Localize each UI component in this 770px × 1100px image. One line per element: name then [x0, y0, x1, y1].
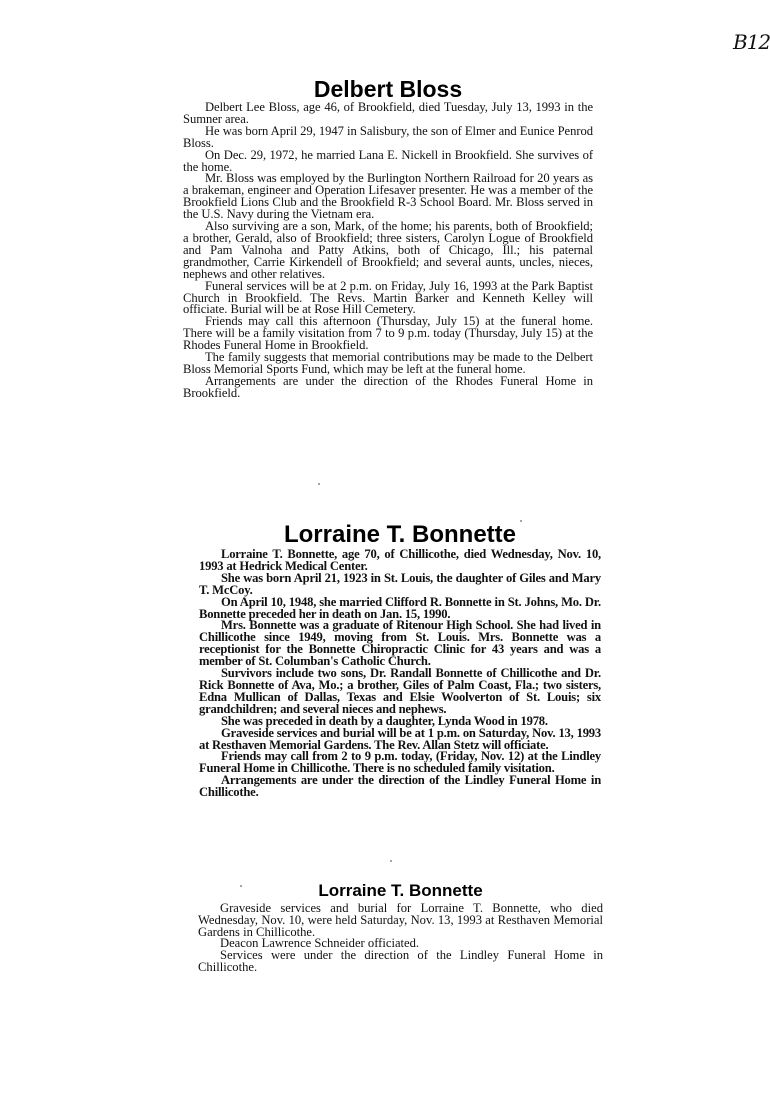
- obituary-paragraph: Graveside services and burial for Lorraine T. Bonnette, who died Wednesday, Nov. 10, were held Saturday, Nov. 13, 1993 at Resthaven Memorial Gardens in Chillicothe.: [198, 901, 603, 939]
- obituary-delbert-bloss: [183, 76, 593, 400]
- obituary-paragraph: She was born April 21, 1923 in St. Louis, the daughter of Giles and Mary T. McCoy.: [199, 570, 601, 597]
- obituary-lorraine-bonnette-followup: [198, 880, 603, 974]
- obituary-paragraph: Lorraine T. Bonnette, age 70, of Chillicothe, died Wednesday, Nov. 10, 1993 at Hedrick Medical Center.: [199, 547, 601, 573]
- obituary-paragraph: He was born April 29, 1947 in Salisbury, the son of Elmer and Eunice Penrod Bloss.: [183, 123, 593, 150]
- obituary-paragraph: Friends may call this afternoon (Thursday, July 15) at the funeral home. There will be a family visitation from 7 to 9 p.m. today (Thursday, July 15) at the Rhodes Funeral Home in Brookfield.: [183, 314, 593, 353]
- obituary-paragraph: The family suggests that memorial contributions may be made to the Delbert Bloss Memorial Sports Fund, which may be left at the funeral home.: [183, 350, 593, 376]
- obituary-lorraine-bonnette: [199, 521, 601, 799]
- obituary-paragraph: On April 10, 1948, she married Clifford R. Bonnette in St. Johns, Mo. Dr. Bonnette preceded her in death on Jan. 15, 1990.: [199, 594, 601, 621]
- obituary-paragraph: Deacon Lawrence Schneider officiated.: [220, 936, 420, 951]
- obituary-paragraph: Survivors include two sons, Dr. Randall Bonnette of Chillicothe and Dr. Rick Bonnette of Ava, Mo.; a brother, Giles of Palm Coast, Fla.; two sisters, Edna Mullican of Dallas, Texas and Elsie Woolverton of St. Louis; six grandchildren; and several nieces and nephews.: [199, 666, 601, 716]
- obituary-paragraph: Friends may call from 2 to 9 p.m. today, (Friday, Nov. 12) at the Lindley Funeral Home in Chillicothe. There is no scheduled family visitation.: [199, 749, 601, 776]
- obituary-paragraph: Arrangements are under the direction of the Rhodes Funeral Home in Brookfield.: [183, 373, 593, 400]
- scan-speck: [240, 885, 242, 887]
- obituary-paragraph: Arrangements are under the direction of the Lindley Funeral Home in Chillicothe.: [199, 773, 601, 800]
- obituary-paragraph: Services were under the direction of the Lindley Funeral Home in Chillicothe.: [198, 948, 603, 974]
- obituary-paragraph: On Dec. 29, 1972, he married Lana E. Nickell in Brookfield. She survives of the home.: [183, 147, 593, 174]
- page-number-annotation: B12: [733, 30, 770, 54]
- obituary-title: Lorraine T. Bonnette: [283, 521, 517, 548]
- obituary-title: Delbert Bloss: [313, 76, 463, 102]
- obituary-paragraph: Mrs. Bonnette was a graduate of Ritenour High School. She had lived in Chillicothe since 1949, moving from St. Louis. Mrs. Bonnette was a receptionist for the Bonnette Chiropractic Clinic for 43 years and was a member of St. Columban's Catholic Church.: [199, 618, 601, 669]
- scan-speck: [390, 860, 392, 862]
- obituary-paragraph: Funeral services will be at 2 p.m. on Friday, July 16, 1993 at the Park Baptist Church in Brookfield. The Revs. Martin Barker and Kenneth Kelley will officiate. Burial will be at Rose Hill Cemetery.: [183, 278, 593, 317]
- obituary-paragraph: Mr. Bloss was employed by the Burlington Northern Railroad for 20 years as a brakeman, engineer and Operation Lifesaver presenter. He was a member of the Brookfield Lions Club and the Brookfield R-3 School Board. Mr. Bloss served in the U.S. Navy during the Vietnam era.: [183, 171, 593, 222]
- obituary-paragraph: Graveside services and burial will be at 1 p.m. on Saturday, Nov. 13, 1993 at Resthaven Memorial Gardens. The Rev. Allan Stetz will officiate.: [199, 725, 601, 752]
- obituary-paragraph: Delbert Lee Bloss, age 46, of Brookfield, died Tuesday, July 13, 1993 in the Sumner area.: [183, 100, 593, 126]
- obituary-paragraph: She was preceded in death by a daughter, Lynda Wood in 1978.: [221, 713, 548, 728]
- scan-speck: [318, 483, 320, 485]
- obituary-title: Lorraine T. Bonnette: [318, 881, 483, 900]
- obituary-paragraph: Also surviving are a son, Mark, of the home; his parents, both of Brookfield; a brother, Gerald, also of Brookfield; three sisters, Carolyn Logue of Brookfield and Pam Valnoha and Patty Atkins, both of Chicago, Ill.; his paternal grandmother, Carrie Kirkendell of Brookfield; and several aunts, uncles, nieces, nephews and other relatives.: [183, 219, 593, 281]
- scan-speck: [520, 520, 522, 522]
